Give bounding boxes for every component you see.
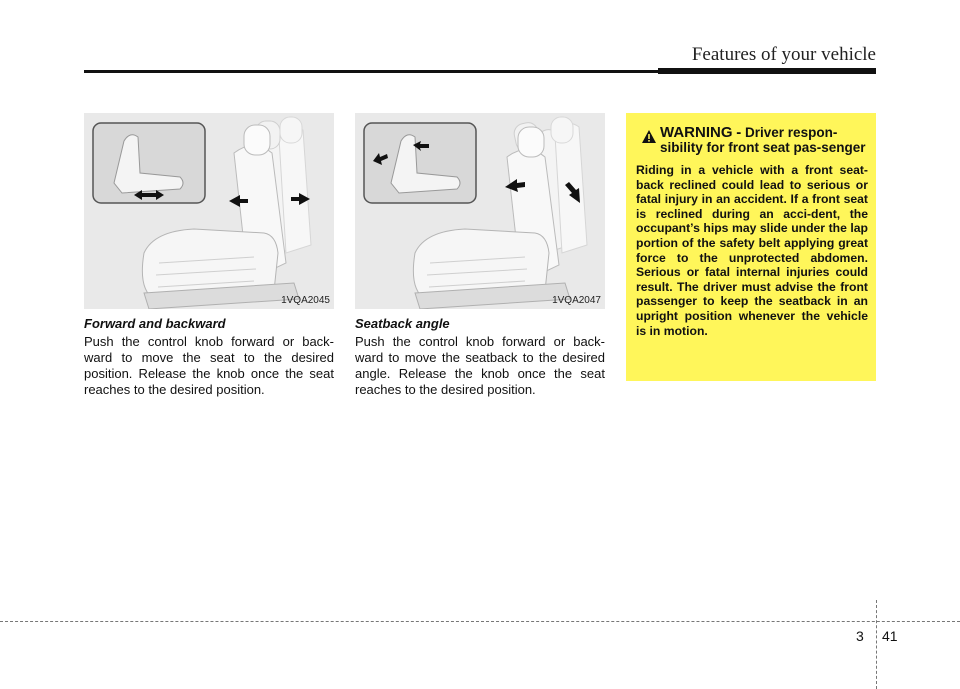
footer-divider xyxy=(876,600,877,689)
section-body-seatback-angle: Push the control knob forward or back-ward to move the seatback to the desired angle. Release the knob once the seat reaches to the desired position. xyxy=(355,334,605,397)
header-rule-accent xyxy=(658,68,876,74)
footer-rule xyxy=(0,621,960,622)
warning-header xyxy=(636,125,868,155)
section-title-forward-backward: Forward and backward xyxy=(84,316,226,331)
warning-body: Riding in a vehicle with a front seat-back reclined could lead to serious or fatal injury in an accident. If a front seat is reclined during an acci-dent, the occupant’s hips may slide under the lap portion of the safety belt applying great force to the unprotected abdomen. Serious or fatal internal injuries could result. The driver must advise the front passenger to keep the seatback in an upright position whenever the vehicle is in motion. xyxy=(636,163,868,338)
warning-separator: - xyxy=(736,124,742,141)
warning-triangle-icon xyxy=(642,130,656,143)
warning-box xyxy=(626,113,876,381)
figure-code: 1VQA2045 xyxy=(281,295,330,306)
page-number: 41 xyxy=(882,628,898,644)
warning-label: WARNING xyxy=(660,124,733,141)
page-section-number: 3 xyxy=(856,628,864,644)
page-header-title: Features of your vehicle xyxy=(691,44,876,65)
figure-code: 1VQA2047 xyxy=(552,295,601,306)
seatback-angle-figure xyxy=(355,113,605,309)
section-title-seatback-angle: Seatback angle xyxy=(355,316,450,331)
seatback-angle-illustration xyxy=(355,113,605,309)
seat-slide-figure xyxy=(84,113,334,309)
section-body-forward-backward: Push the control knob forward or back-ward to move the seat to the desired position. Release the knob once the seat reaches to the desired position. xyxy=(84,334,334,397)
warning-title: Driver respon-sibility for front seat pas-senger xyxy=(660,125,866,155)
seat-slide-illustration xyxy=(84,113,334,309)
